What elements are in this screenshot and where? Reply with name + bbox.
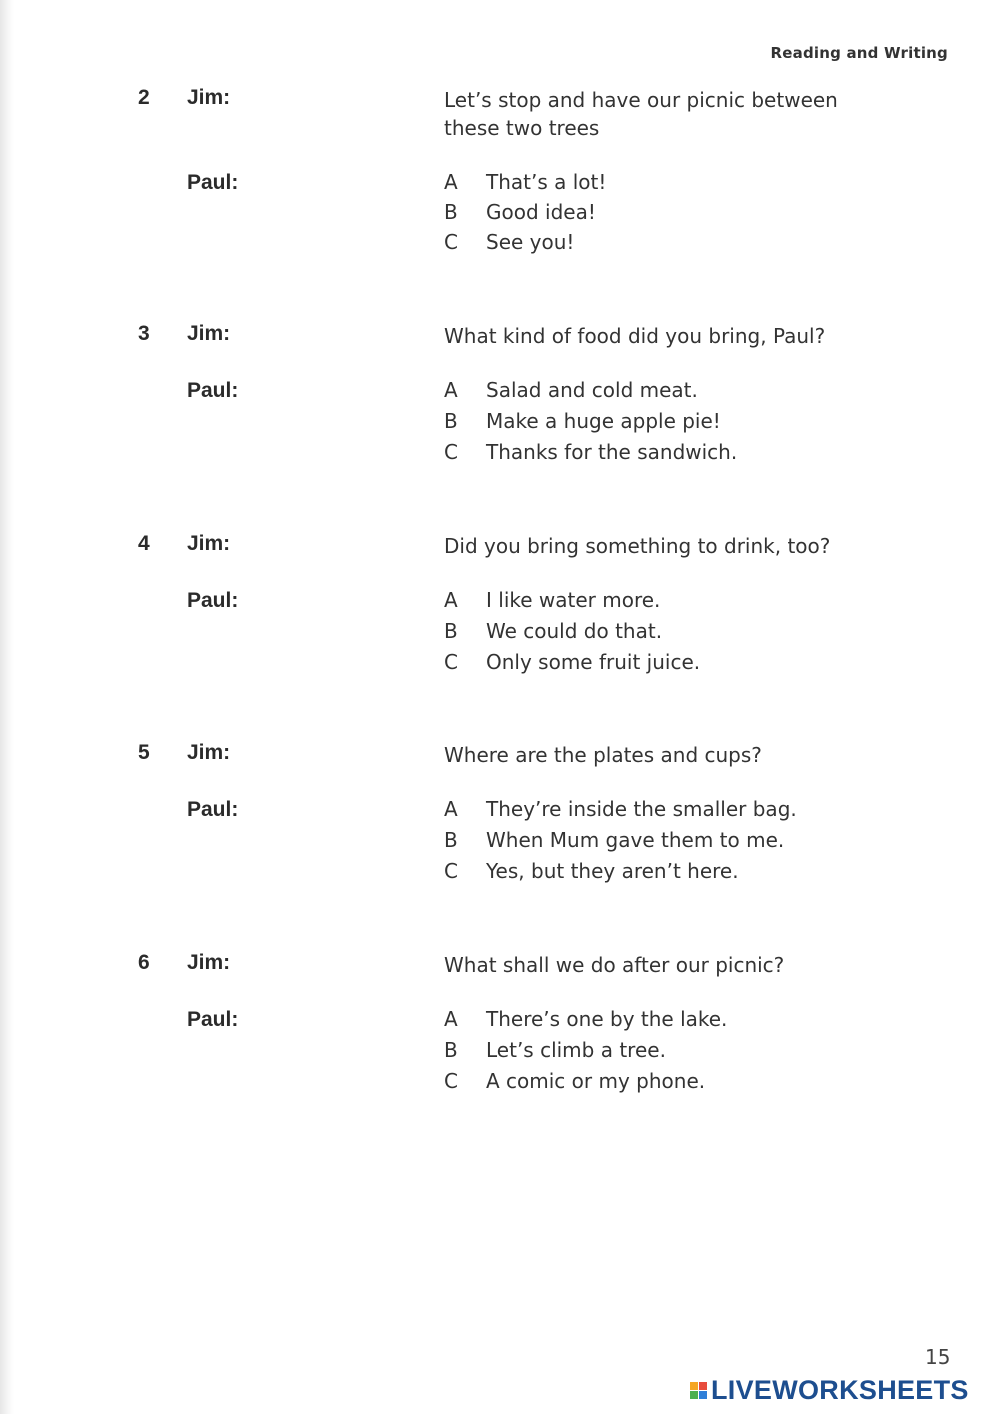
speaker-paul: Paul: — [187, 589, 239, 612]
question-number: 6 — [138, 951, 150, 974]
option-a[interactable] — [444, 797, 797, 821]
speaker-paul: Paul: — [187, 1008, 239, 1031]
option-letter: A — [444, 378, 458, 402]
question-number: 4 — [138, 532, 150, 555]
speaker-jim: Jim: — [187, 951, 231, 974]
option-a[interactable] — [444, 1007, 727, 1031]
logo-text: LIVEWORKSHEETS — [711, 1374, 969, 1405]
question-number: 3 — [138, 322, 150, 345]
option-text: Good idea! — [486, 200, 596, 224]
section-header: Reading and Writing — [770, 44, 948, 62]
option-b[interactable] — [444, 409, 721, 433]
option-text: Yes, but they aren’t here. — [486, 859, 739, 883]
speaker-jim: Jim: — [187, 86, 231, 109]
speaker-jim: Jim: — [187, 322, 231, 345]
question-number: 5 — [138, 741, 150, 764]
option-a[interactable] — [444, 378, 698, 402]
option-text: Let’s climb a tree. — [486, 1038, 666, 1062]
speaker-jim: Jim: — [187, 741, 231, 764]
option-text: That’s a lot! — [486, 170, 607, 194]
option-b[interactable] — [444, 619, 662, 643]
option-letter: A — [444, 170, 458, 194]
question-prompt: What kind of food did you bring, Paul? — [444, 324, 826, 348]
option-letter: B — [444, 409, 458, 433]
option-text: Salad and cold meat. — [486, 378, 698, 402]
option-text: See you! — [486, 230, 575, 254]
option-b[interactable] — [444, 828, 784, 852]
option-letter: A — [444, 1007, 458, 1031]
option-c[interactable] — [444, 859, 739, 883]
speaker-paul: Paul: — [187, 379, 239, 402]
question-prompt: What shall we do after our picnic? — [444, 953, 785, 977]
option-text: When Mum gave them to me. — [486, 828, 785, 852]
option-text: Only some fruit juice. — [486, 650, 701, 674]
speaker-jim: Jim: — [187, 532, 231, 555]
option-a[interactable] — [444, 588, 660, 612]
option-letter: B — [444, 200, 458, 224]
question-prompt: Did you bring something to drink, too? — [444, 534, 831, 558]
option-letter: B — [444, 828, 458, 852]
option-c[interactable] — [444, 440, 737, 464]
speaker-paul: Paul: — [187, 798, 239, 821]
option-a[interactable] — [444, 170, 606, 194]
option-text: Make a huge apple pie! — [486, 409, 721, 433]
question-prompt: Let’s stop and have our picnic between these two trees — [444, 88, 838, 140]
option-letter: C — [444, 1069, 458, 1093]
option-letter: A — [444, 797, 458, 821]
option-text: I like water more. — [486, 588, 661, 612]
option-c[interactable] — [444, 1069, 705, 1093]
option-text: There’s one by the lake. — [486, 1007, 728, 1031]
option-letter: C — [444, 230, 458, 254]
option-c[interactable] — [444, 650, 700, 674]
option-letter: B — [444, 1038, 458, 1062]
option-text: They’re inside the smaller bag. — [486, 797, 797, 821]
speaker-paul: Paul: — [187, 171, 239, 194]
liveworksheets-logo[interactable] — [690, 1376, 969, 1404]
option-letter: A — [444, 588, 458, 612]
page-spine-shadow — [0, 0, 14, 1414]
option-text: A comic or my phone. — [486, 1069, 706, 1093]
option-letter: B — [444, 619, 458, 643]
option-text: We could do that. — [486, 619, 663, 643]
option-letter: C — [444, 440, 458, 464]
option-text: Thanks for the sandwich. — [486, 440, 738, 464]
option-b[interactable] — [444, 1038, 666, 1062]
option-letter: C — [444, 859, 458, 883]
option-c[interactable] — [444, 230, 574, 254]
question-prompt: Where are the plates and cups? — [444, 743, 762, 767]
logo-grid-icon — [690, 1382, 707, 1399]
question-number: 2 — [138, 86, 150, 109]
page-number: 15 — [925, 1345, 951, 1369]
option-letter: C — [444, 650, 458, 674]
option-b[interactable] — [444, 200, 596, 224]
